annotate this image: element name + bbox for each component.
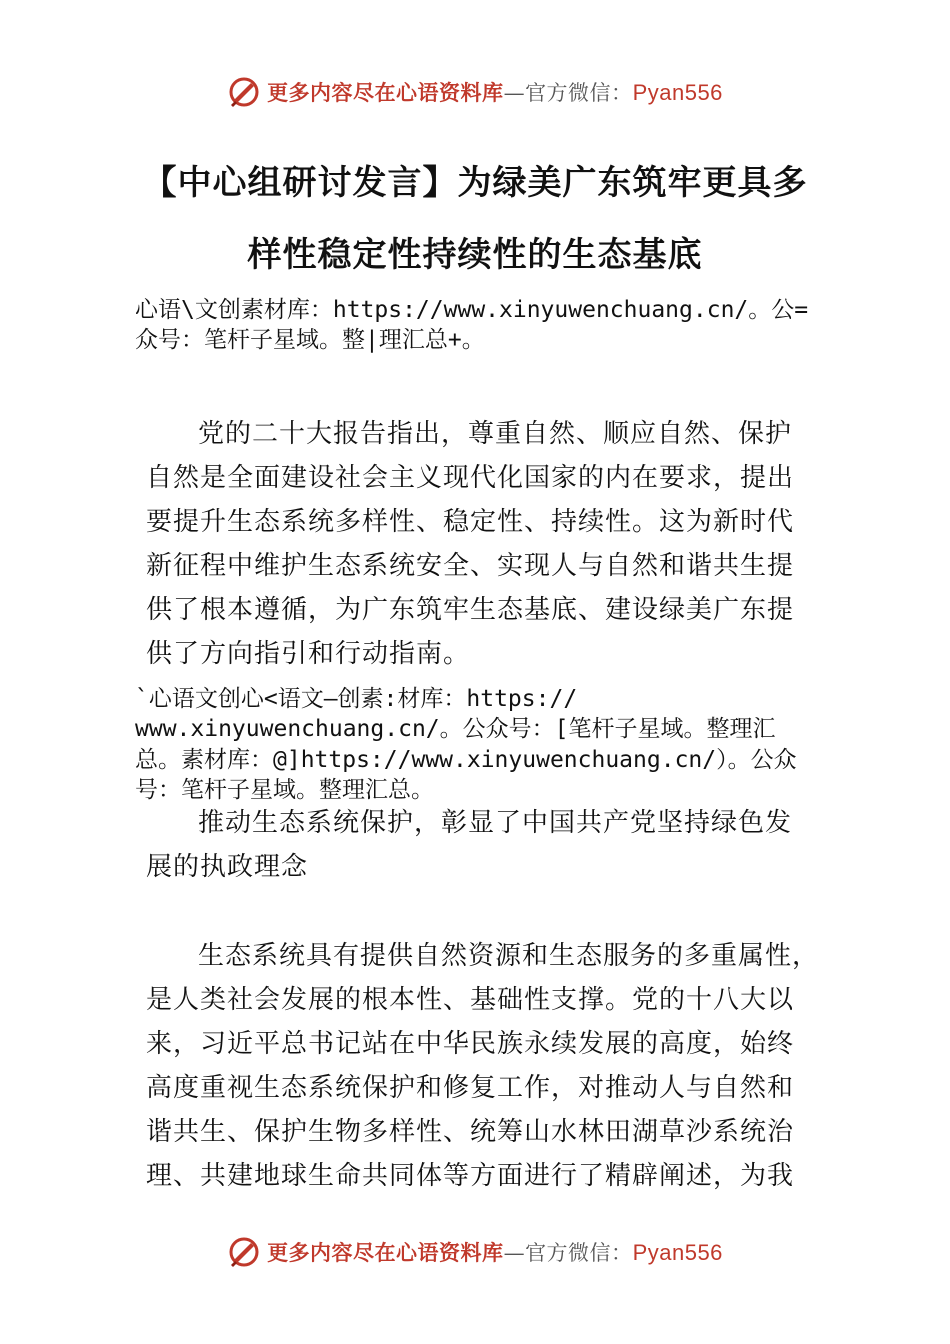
banner-dash: — <box>503 81 526 105</box>
watermark-2-line-1: `心语文创心<语文—创素:材库：https:// <box>135 686 578 712</box>
paragraph-line: 供了方向指引和行动指南。 <box>146 639 471 669</box>
banner-wechat-id: Pyan556 <box>632 80 723 105</box>
paragraph-line: 理、共建地球生命共同体等方面进行了精辟阐述，为我 <box>146 1161 795 1191</box>
paragraph-line: 自然是全面建设社会主义现代化国家的内在要求，提出 <box>146 463 795 493</box>
banner-label: 官方微信： <box>525 1241 633 1265</box>
paragraph-1 <box>146 412 794 676</box>
brush-logo-icon <box>227 75 261 109</box>
paragraph-line: 生态系统具有提供自然资源和生态服务的多重属性， <box>198 941 820 971</box>
heading-line: 推动生态系统保护，彰显了中国共产党坚持绿色发 <box>198 808 793 838</box>
banner-brand: 更多内容尽在心语资料库 <box>267 1240 504 1265</box>
watermark-1-line-2: 众号：笔杆子星域。整|理汇总+。 <box>135 327 485 353</box>
header-banner <box>0 72 950 112</box>
paragraph-line: 要提升生态系统多样性、稳定性、持续性。这为新时代 <box>146 507 795 537</box>
watermark-1-line-1: 心语\文创素材库：https://www.xinyuwenchuang.cn/。公= <box>135 297 809 323</box>
paragraph-line: 供了根本遵循，为广东筑牢生态基底、建设绿美广东提 <box>146 595 795 625</box>
footer-banner <box>0 1232 950 1272</box>
banner-text <box>267 77 723 107</box>
banner-label: 官方微信： <box>525 81 633 105</box>
banner-text <box>267 1237 723 1267</box>
paragraph-line: 是人类社会发展的根本性、基础性支撑。党的十八大以 <box>146 985 795 1015</box>
document-title-line-1: 【中心组研讨发言】为绿美广东筑牢更具多 <box>142 163 808 203</box>
paragraph-line: 新征程中维护生态系统安全、实现人与自然和谐共生提 <box>146 551 795 581</box>
watermark-2-line-4: 号：笔杆子星域。整理汇总。 <box>135 777 434 803</box>
banner-wechat-id: Pyan556 <box>632 1240 723 1265</box>
paragraph-line: 高度重视生态系统保护和修复工作，对推动人与自然和 <box>146 1073 795 1103</box>
document-title-line-2: 样性稳定性持续性的生态基底 <box>247 235 703 275</box>
watermark-2-line-2: www.xinyuwenchuang.cn/。公众号：[笔杆子星域。整理汇 <box>135 716 776 742</box>
section-heading-1 <box>146 801 792 889</box>
paragraph-2 <box>146 934 819 1198</box>
brush-logo-icon <box>227 1235 261 1269</box>
heading-line: 展的执政理念 <box>146 852 309 882</box>
watermark-2-line-3: 总。素材库：@]https://www.xinyuwenchuang.cn/）。公众 <box>135 747 797 773</box>
paragraph-line: 党的二十大报告指出，尊重自然、顺应自然、保护 <box>198 419 793 449</box>
paragraph-line: 谐共生、保护生物多样性、统筹山水林田湖草沙系统治 <box>146 1117 795 1147</box>
banner-brand: 更多内容尽在心语资料库 <box>267 80 504 105</box>
banner-dash: — <box>503 1241 526 1265</box>
paragraph-line: 来，习近平总书记站在中华民族永续发展的高度，始终 <box>146 1029 795 1059</box>
